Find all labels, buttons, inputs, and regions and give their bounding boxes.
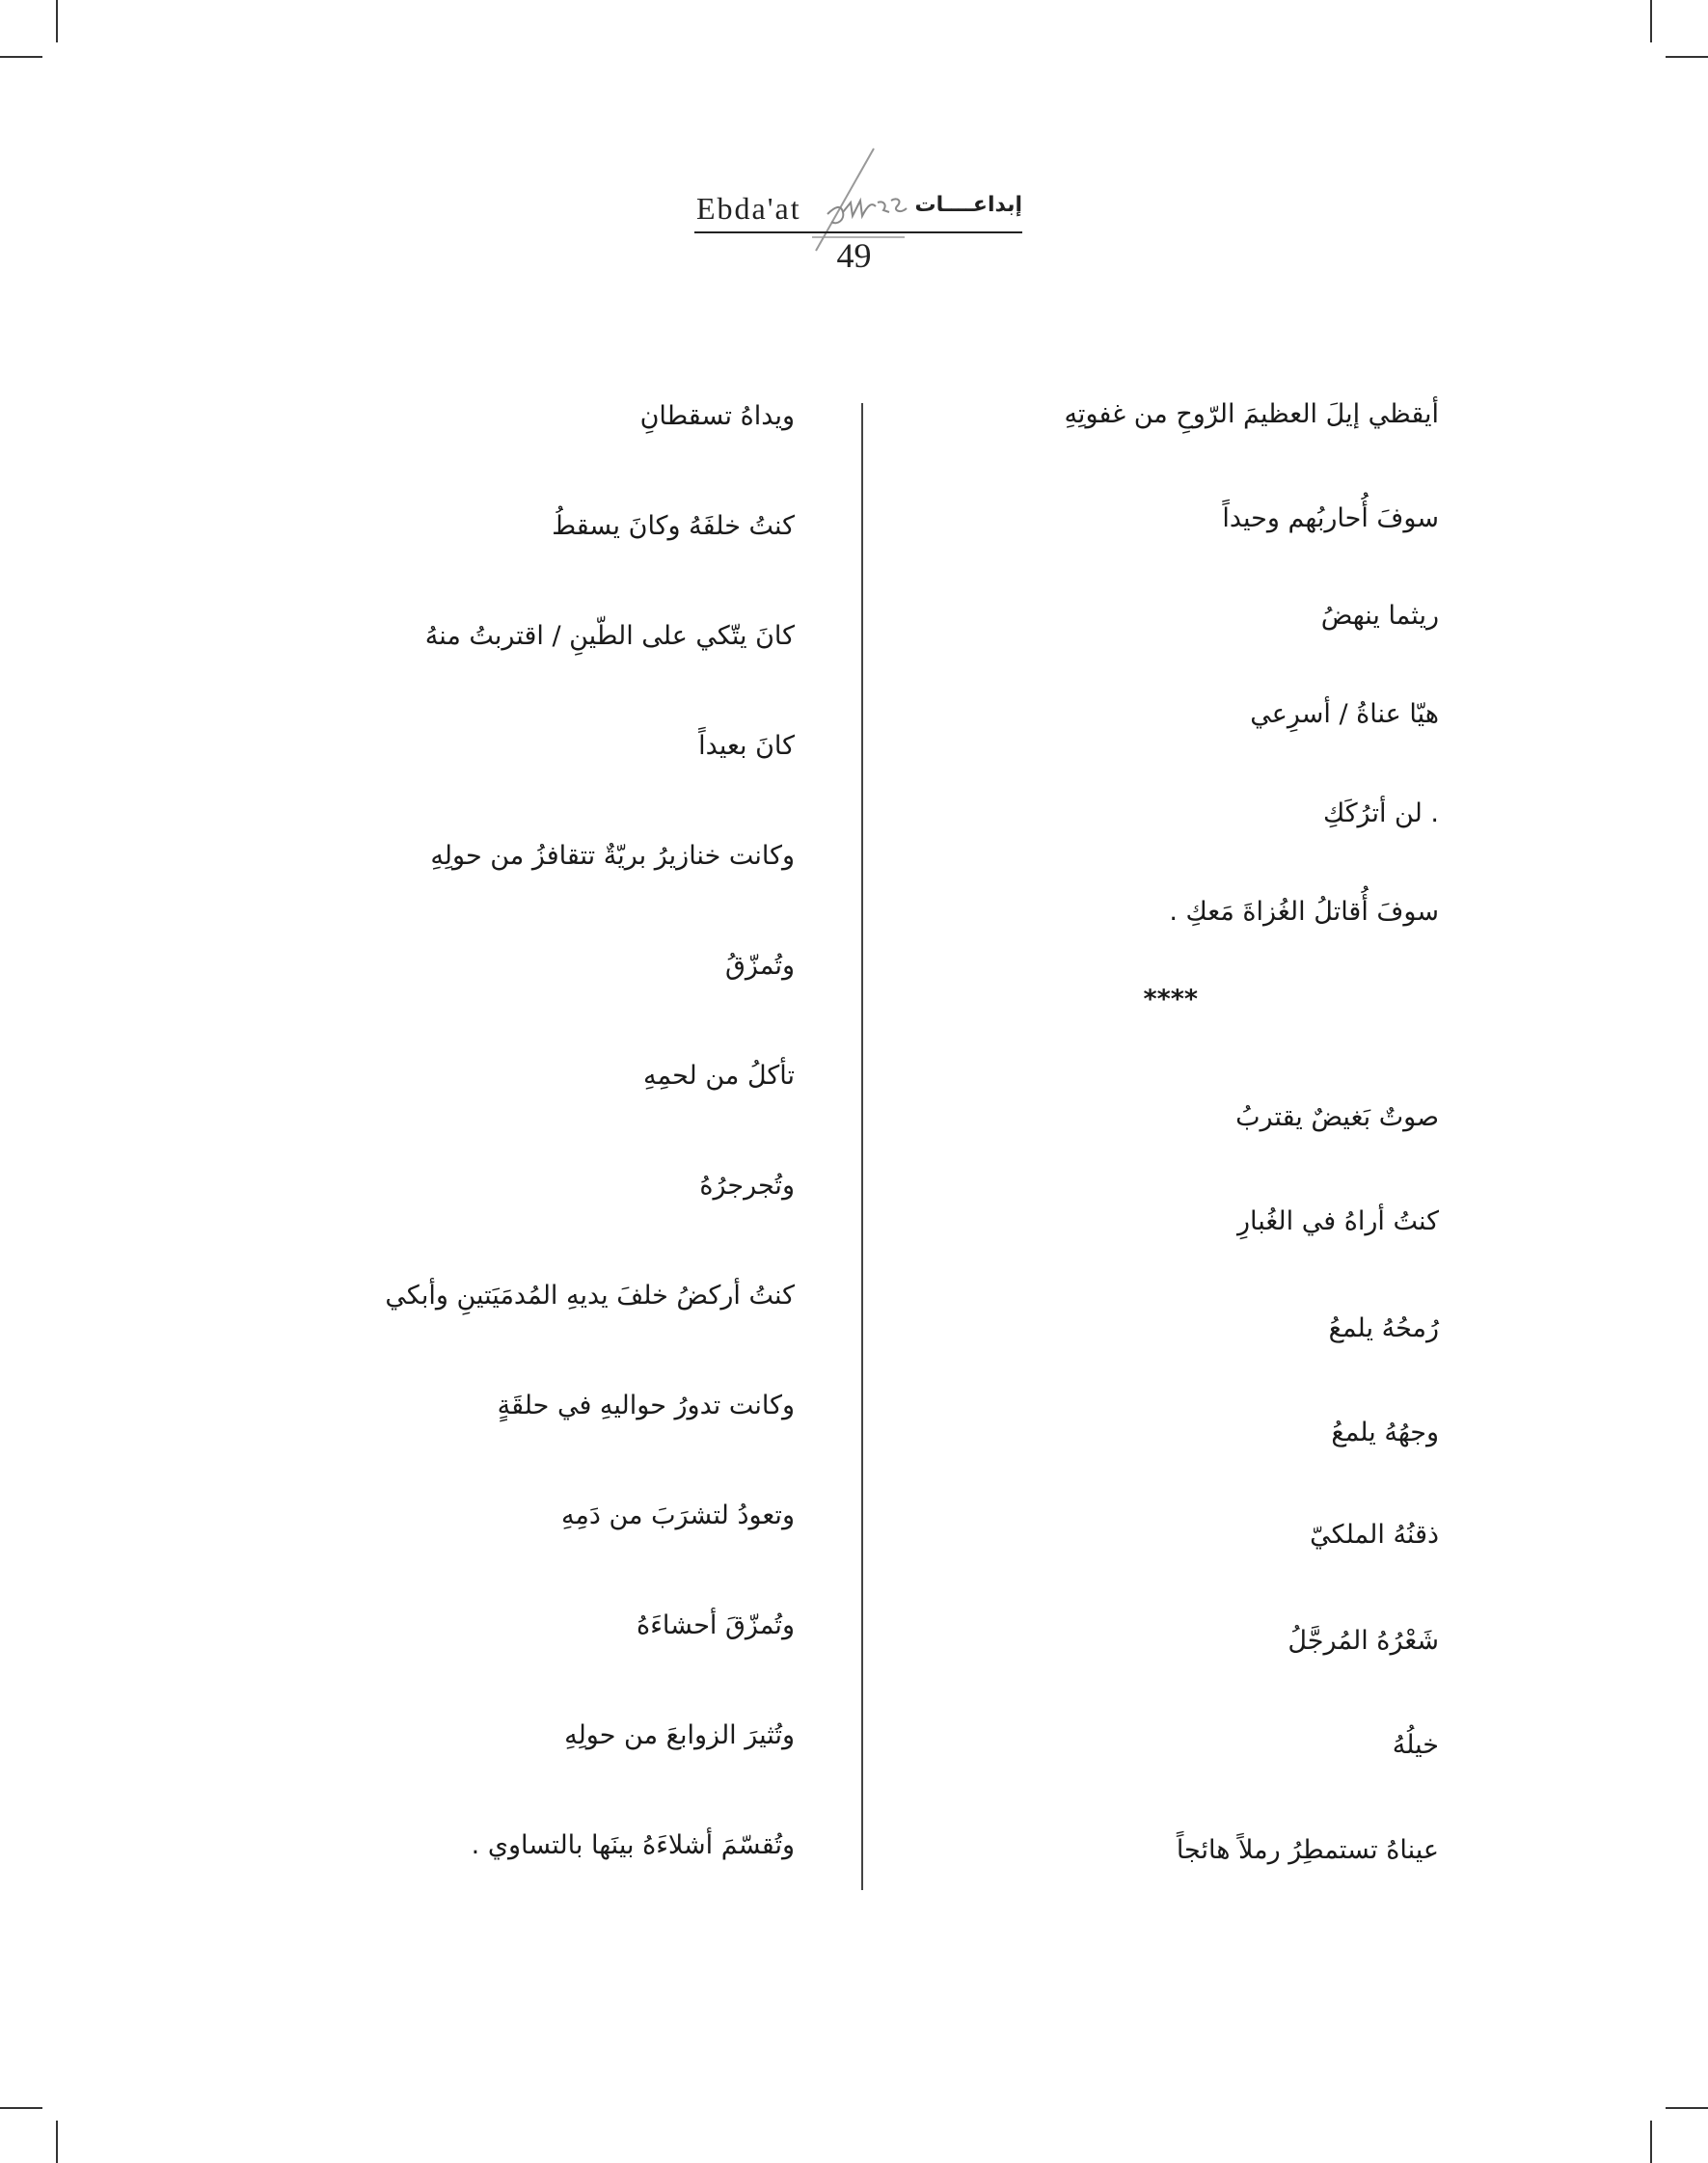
crop-mark [1666, 2107, 1708, 2109]
poem-line: ذقنُهُ الملكيّ [1310, 1520, 1439, 1550]
poem-line: أيقظي إيلَ العظيمَ الرّوحِ من غفوتِهِ [1064, 399, 1439, 429]
poem-line: وكانت تدورُ حواليهِ في حلقَةٍ [497, 1391, 795, 1420]
poem-line: خيلُهُ [1392, 1730, 1439, 1760]
poem-line: وتُمزّقُ [724, 951, 795, 981]
poem-line: وكانت خنازيرُ بريّةٌ تتقافزُ من حولِهِ [430, 841, 795, 871]
crop-mark [56, 0, 58, 42]
crop-mark [1666, 56, 1708, 58]
crop-mark [0, 56, 42, 58]
section-separator: **** [1143, 985, 1198, 1014]
poem-line: هيّا عناةُ / أسرِعي [1250, 699, 1439, 729]
poem-line: وتعودُ لتشرَبَ من دَمِهِ [560, 1501, 795, 1530]
crop-mark [56, 2121, 58, 2163]
poem-line: رُمحُهُ يلمعُ [1328, 1313, 1439, 1343]
poem-line: وجهُهُ يلمعُ [1331, 1418, 1439, 1447]
poem-line: صوتٌ بَغيضٌ يقتربُ [1235, 1102, 1439, 1132]
poem-line: عيناهُ تستمطِرُ رملاً هائجاً [1176, 1835, 1439, 1865]
poem-line: ويداهُ تسقطانِ [639, 401, 795, 431]
page-number: 49 [836, 236, 872, 275]
poem-line: وتُجرجرُهُ [699, 1171, 795, 1201]
poem-line: كانَ يتّكي على الطّينِ / اقتربتُ منهُ [424, 621, 795, 651]
poem-line: ريثما ينهضُ [1320, 601, 1439, 631]
header-title-ar: إبداعــــات [914, 193, 1022, 217]
poem-line: سوفَ أُحاربُهم وحيداً [1222, 503, 1439, 533]
poem-line: وتُمزّقَ أحشاءَهُ [637, 1610, 795, 1640]
poem-line: كنتُ أراهُ في الغُبارِ [1236, 1206, 1439, 1236]
poem-line: كنتُ خلفَهُ وكانَ يسقطُ [552, 511, 795, 541]
crop-mark [1650, 2121, 1652, 2163]
header-title-en: Ebda'at [696, 191, 801, 226]
poem-line: تأكلُ من لحمِهِ [643, 1061, 795, 1091]
poem-line: كانَ بعيداً [698, 731, 795, 761]
header-rule [694, 231, 1022, 233]
poem-line: كنتُ أركضُ خلفَ يديهِ المُدمَيَتينِ وأبكي [385, 1281, 795, 1311]
poem-line: وتُثيرَ الزوابعَ من حولِهِ [564, 1720, 795, 1750]
poem-line: وتُقسّمَ أشلاءَهُ بينَها بالتساوي . [471, 1830, 795, 1860]
column-divider [861, 403, 863, 1890]
crop-mark [0, 2107, 42, 2109]
crop-mark [1650, 0, 1652, 42]
poem-line: شَعْرُهُ المُرجَّلُ [1288, 1626, 1439, 1656]
poem-line: سوفَ أُقاتلُ الغُزاةَ مَعكِ . [1169, 897, 1439, 927]
poem-line: . لن أترُكَكِ [1322, 798, 1439, 828]
